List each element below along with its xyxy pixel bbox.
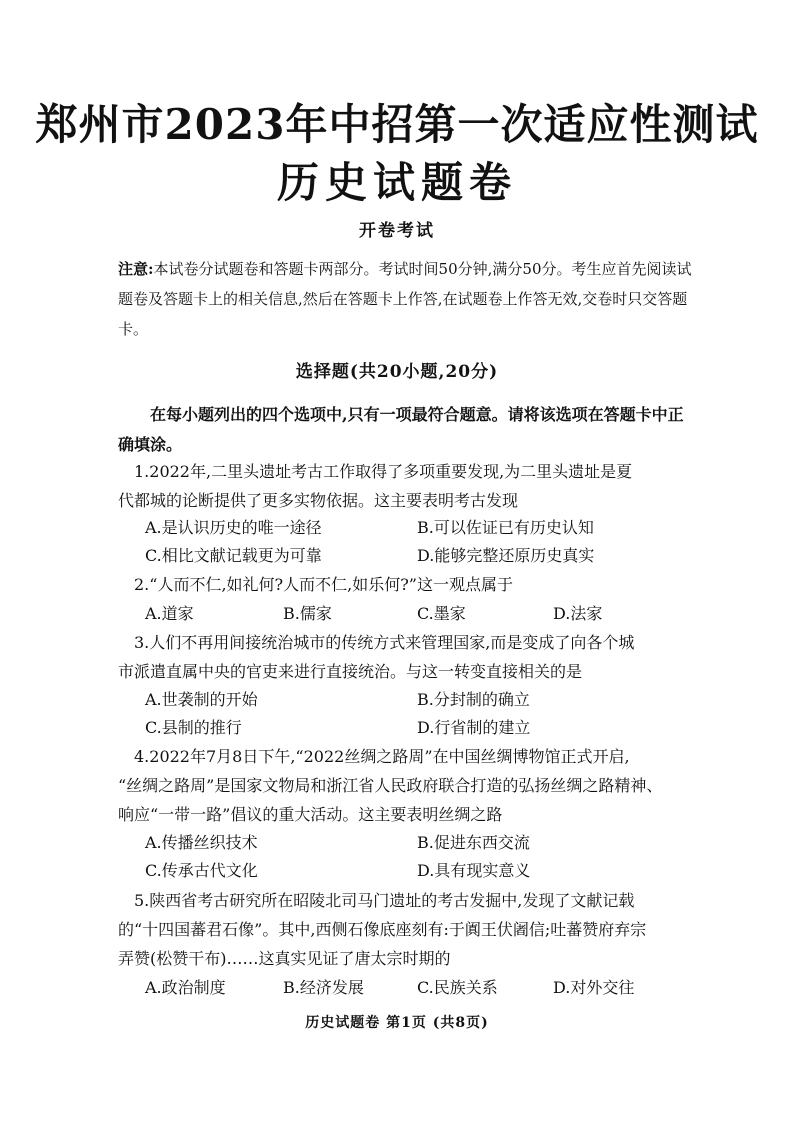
- question-3-line-1: 3.人们不再用间接统治城市的传统方式来管理国家,而是变成了向各个城: [134, 633, 635, 652]
- question-3-option-a: A.世袭制的开始: [145, 690, 258, 709]
- question-2-option-b: B.儒家: [283, 604, 332, 623]
- question-1-option-c: C.相比文献记载更为可靠: [145, 546, 322, 565]
- question-5-option-c: C.民族关系: [417, 978, 498, 997]
- question-4-line-2: “丝绸之路周”是国家文物局和浙江省人民政府联合打造的弘扬丝绸之路精神、: [118, 776, 663, 795]
- question-5-line-3: 弄赞(松赞干布)……这真实见证了唐太宗时期的: [118, 949, 451, 968]
- question-2-option-c: C.墨家: [417, 604, 466, 623]
- question-4-line-1: 4.2022年7月8日下午,“2022丝绸之路周”在中国丝绸博物馆正式开启,: [134, 747, 630, 766]
- question-3-line-2: 市派遣直属中央的官吏来进行直接统治。与这一转变直接相关的是: [118, 662, 583, 681]
- question-1-option-a: A.是认识历史的唯一途径: [145, 518, 322, 537]
- notice-label: 注意:: [118, 260, 154, 278]
- question-4-option-d: D.具有现实意义: [417, 861, 531, 880]
- notice-text: 本试卷分试题卷和答题卡两部分。考试时间50分钟,满分50分。考生应首先阅读试题卷及答题卡上的相关信息,然后在答题卡上作答,在试题卷上作答无效,交卷时只交答题卡。: [118, 260, 692, 338]
- exam-subject-title: 历史试题卷: [276, 158, 517, 207]
- question-5-line-2: 的“十四国蕃君石像”。其中,西侧石像底座刻有:于阗王伏阇信;吐蕃赞府弃宗: [118, 920, 647, 939]
- section-instruction: 在每小题列出的四个选项中,只有一项最符合题意。请将该选项在答题卡中正确填涂。: [118, 405, 684, 454]
- question-1-line-2: 代都城的论断提供了更多实物依据。这主要表明考古发现: [118, 491, 519, 510]
- question-3-option-b: B.分封制的确立: [417, 690, 530, 709]
- question-5-option-d: D.对外交往: [553, 978, 635, 997]
- question-1-option-d: D.能够完整还原历史真实: [417, 546, 595, 565]
- question-4-line-3: 响应“一带一路”倡议的重大活动。这主要表明丝绸之路: [118, 805, 503, 824]
- exam-mode: 开卷考试: [359, 221, 435, 241]
- question-4-option-a: A.传播丝织技术: [145, 833, 258, 852]
- question-5-line-1: 5.陕西省考古研究所在昭陵北司马门遗址的考古发掘中,发现了文献记载: [134, 891, 635, 910]
- question-1-option-b: B.可以佐证已有历史认知: [417, 518, 594, 537]
- question-2-line-1: 2.“人而不仁,如礼何?人而不仁,如乐何?”这一观点属于: [134, 575, 513, 594]
- question-2-option-d: D.法家: [553, 604, 603, 623]
- question-3-option-c: C.县制的推行: [145, 718, 242, 737]
- section-title: 选择题(共20小题,20分): [295, 362, 499, 382]
- question-4-option-b: B.促进东西交流: [417, 833, 530, 852]
- exam-title: 郑州市2023年中招第一次适应性测试: [35, 100, 759, 149]
- question-5-option-a: A.政治制度: [145, 978, 226, 997]
- question-2-option-a: A.道家: [145, 604, 194, 623]
- question-1-line-1: 1.2022年,二里头遗址考古工作取得了多项重要发现,为二里头遗址是夏: [134, 462, 633, 481]
- question-5-option-b: B.经济发展: [283, 978, 364, 997]
- question-3-option-d: D.行省制的建立: [417, 718, 531, 737]
- question-4-option-c: C.传承古代文化: [145, 861, 258, 880]
- notice-paragraph: [118, 254, 692, 344]
- page-footer: 历史试题卷 第1页 (共8页): [305, 1015, 489, 1031]
